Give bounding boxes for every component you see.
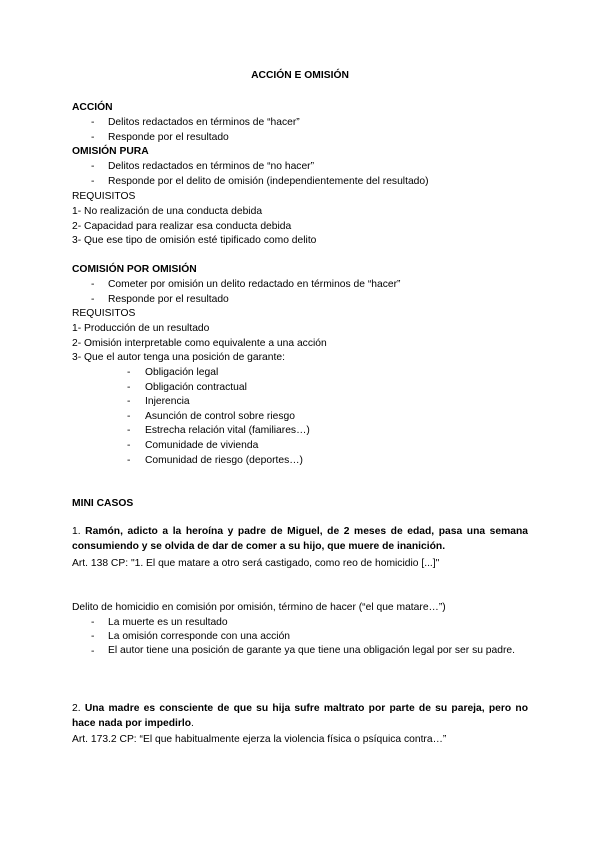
caso-2-article: Art. 173.2 CP: “El que habitualmente ejerza la violencia física o psíquica contra…” [72,734,447,745]
dash-bullet: - [127,396,131,407]
requisito-item: 3- Que el autor tenga una posición de garante: [72,352,285,363]
dash-bullet: - [91,176,95,187]
requisito-item: 2- Omisión interpretable como equivalente a una acción [72,338,327,349]
garante-item: Injerencia [145,396,190,407]
accion-bullet: Responde por el resultado [108,132,229,143]
garante-item: Asunción de control sobre riesgo [145,411,295,422]
requisito-item: 3- Que ese tipo de omisión esté tipificado como delito [72,235,317,246]
dash-bullet: - [91,279,95,290]
caso-1-analysis: Delito de homicidio en comisión por omisión, término de hacer (“el que matare…”) [72,602,446,613]
comision-bullet: Responde por el resultado [108,294,229,305]
accion-bullet: Delitos redactados en términos de “hacer” [108,117,300,128]
dash-bullet: - [127,411,131,422]
dash-bullet: - [127,425,131,436]
garante-item: Obligación legal [145,367,219,378]
dash-bullet: - [127,440,131,451]
caso-1-article: Art. 138 CP: "1. El que matare a otro será castigado, como reo de homicidio [...]" [72,558,440,569]
caso-1-bullet: La muerte es un resultado [108,617,228,628]
dash-bullet: - [91,161,95,172]
caso-2-statement [72,702,528,731]
caso-1-number: 1. [72,526,86,537]
omision-pura-heading: OMISIÓN PURA [72,146,149,157]
caso-2-period: . [191,717,194,729]
dash-bullet: - [91,132,95,143]
dash-bullet: - [91,631,95,642]
requisito-item: 1- Producción de un resultado [72,323,210,334]
garante-item: Comunidad de riesgo (deportes…) [145,455,303,466]
comision-bullet: Cometer por omisión un delito redactado en términos de “hacer” [108,279,401,290]
comision-heading: COMISIÓN POR OMISIÓN [72,264,197,275]
caso-1-bullet: La omisión corresponde con una acción [108,631,291,642]
garante-item: Estrecha relación vital (familiares…) [145,425,310,436]
requisitos-label: REQUISITOS [72,191,136,202]
dash-bullet: - [91,294,95,305]
requisito-item: 2- Capacidad para realizar esa conducta debida [72,221,292,232]
dash-bullet: - [127,382,131,393]
omision-pura-bullet: Responde por el delito de omisión (independientemente del resultado) [108,176,429,187]
document-title: ACCIÓN E OMISIÓN [251,70,349,81]
caso-1-statement [72,525,528,554]
garante-item: Obligación contractual [145,382,247,393]
caso-2-number: 2. [72,703,85,714]
caso-2-text: Una madre es consciente de que su hija sufre maltrato por parte de su pareja, pero no hace nada por impedirlo [72,703,528,729]
minicasos-heading: MINI CASOS [72,498,134,509]
requisito-item: 1- No realización de una conducta debida [72,206,263,217]
omision-pura-bullet: Delitos redactados en términos de “no hacer” [108,161,315,172]
caso-1-bullet: El autor tiene una posición de garante ya que tiene una obligación legal por ser su padre. [108,645,516,656]
dash-bullet: - [127,367,131,378]
dash-bullet: - [91,617,95,628]
garante-item: Comunidade de vivienda [145,440,259,451]
accion-heading: ACCIÓN [72,102,113,113]
dash-bullet: - [91,117,95,128]
requisitos-label: REQUISITOS [72,308,136,319]
dash-bullet: - [127,455,131,466]
caso-1-text: Ramón, adicto a la heroína y padre de Miguel, de 2 meses de edad, pasa una semana consumiendo y se olvida de dar de comer a su hijo, que muere de inanición. [72,526,529,552]
dash-bullet: - [91,646,95,657]
